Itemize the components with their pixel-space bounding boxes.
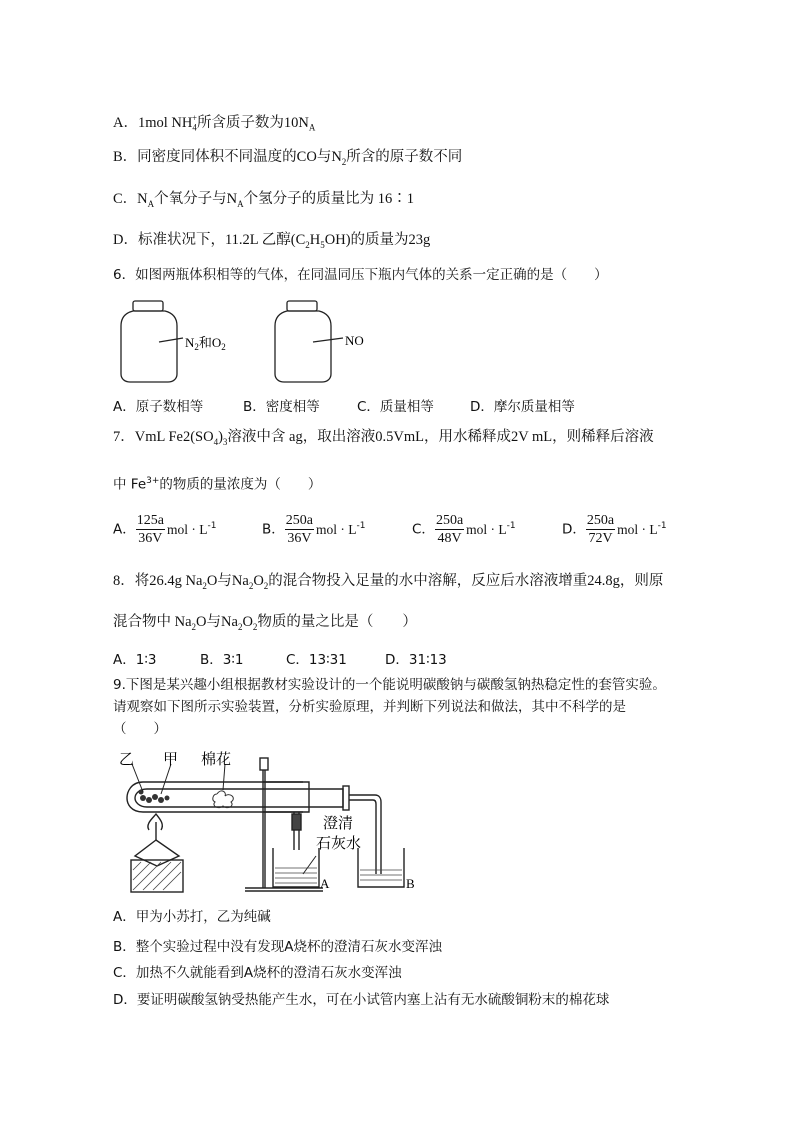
q8-stem-line1: 8．将26.4g $Na_2O$与$Na_2O_2$的混合物投入足量的水中溶解，反应后水溶液增重24.8g，则原 — [113, 573, 664, 591]
q7-option-c: C． $\frac{250a}{48V}$ mol · $L^{-1}$ — [412, 513, 516, 546]
q8-option-b: B．3∶1 — [200, 652, 244, 668]
q9-stem-line1: 9.下图是某兴趣小组根据教材实验设计的一个能说明碳酸钠与碳酸氢钠热稳定性的套管实验。 — [113, 677, 666, 693]
q7-option-b: B． $\frac{250a}{36V}$ mol · $L^{-1}$ — [262, 513, 366, 546]
q8-option-a: A．1∶3 — [113, 652, 157, 668]
q9-option-a: A．甲为小苏打，乙为纯碱 — [113, 909, 271, 925]
q8-options — [113, 648, 513, 668]
q7-option-d: D． $\frac{250a}{72V}$ mol · $L^{-1}$ — [562, 513, 667, 546]
label-mianhua: 棉花 — [201, 752, 232, 768]
q8-stem-line2: 混合物中 $Na_2O$与$Na_2O_2$物质的量之比是（ ） — [113, 614, 417, 632]
q8-option-c: C．13∶31 — [286, 652, 347, 668]
q6-options — [113, 395, 713, 415]
q5-option-a: A．1mol $NH_4^+$所含质子数为$10N_A$ — [113, 113, 316, 133]
label-chengqing: 澄清 — [323, 816, 354, 832]
bottle-1-label: $N_2$和$O_2$ — [185, 335, 226, 352]
label-b: B — [406, 876, 415, 891]
q9-option-d: D．要证明碳酸氢钠受热能产生水，可在小试管内塞上沾有无水硫酸铜粉末的棉花球 — [113, 992, 610, 1008]
label-a: A — [320, 876, 330, 891]
q7-stem-line2: 中 $Fe^{3+}$的物质的量浓度为（ ） — [113, 476, 322, 493]
q5-option-c: C．$N_A$个氧分子与$N_A$个氢分子的质量比为 16∶1 — [113, 191, 415, 209]
q6-option-d: D．摩尔质量相等 — [470, 399, 575, 415]
q7-stem-line1: 7．VmL $Fe2(SO_4)_3$溶液中含 ag，取出溶液0.5VmL，用水稀释成2V mL，则稀释后溶液 — [113, 429, 654, 447]
q9-stem-line3: （ ） — [113, 721, 167, 737]
q5-option-d: D．标准状况下，11.2L 乙醇$(C_2H_5OH)$的质量为23g — [113, 232, 431, 250]
q7-options — [113, 512, 713, 554]
q6-bottles-figure — [115, 298, 395, 386]
q9-option-b: B．整个实验过程中没有发现A烧杯的澄清石灰水变浑浊 — [113, 939, 442, 955]
label-shihuishui: 石灰水 — [316, 836, 362, 852]
q6-option-a: A．原子数相等 — [113, 399, 204, 415]
label-yi: 乙 — [119, 752, 135, 768]
label-jia: 甲 — [163, 752, 179, 768]
q5-option-b: B．同密度同体积不同温度的CO与$N_2$所含的原子数不同 — [113, 149, 463, 167]
q9-stem-line2: 请观察如下图所示实验装置，分析实验原理，并判断下列说法和做法，其中不科学的是 — [113, 699, 626, 715]
q7-option-a: A． $\frac{125a}{36V}$ mol · $L^{-1}$ — [113, 513, 217, 546]
bottle-1 — [121, 301, 183, 382]
q6-option-c: C．质量相等 — [357, 399, 434, 415]
q6-option-b: B．密度相等 — [243, 399, 320, 415]
q8-option-d: D．31∶13 — [385, 652, 447, 668]
bottle-2-label: NO — [345, 333, 364, 348]
q9-option-c: C．加热不久就能看到A烧杯的澄清石灰水变浑浊 — [113, 965, 402, 981]
q9-apparatus-figure — [113, 748, 423, 898]
q6-stem: 6．如图两瓶体积相等的气体，在同温同压下瓶内气体的关系一定正确的是（ ） — [113, 267, 608, 283]
bottle-2 — [275, 301, 343, 382]
